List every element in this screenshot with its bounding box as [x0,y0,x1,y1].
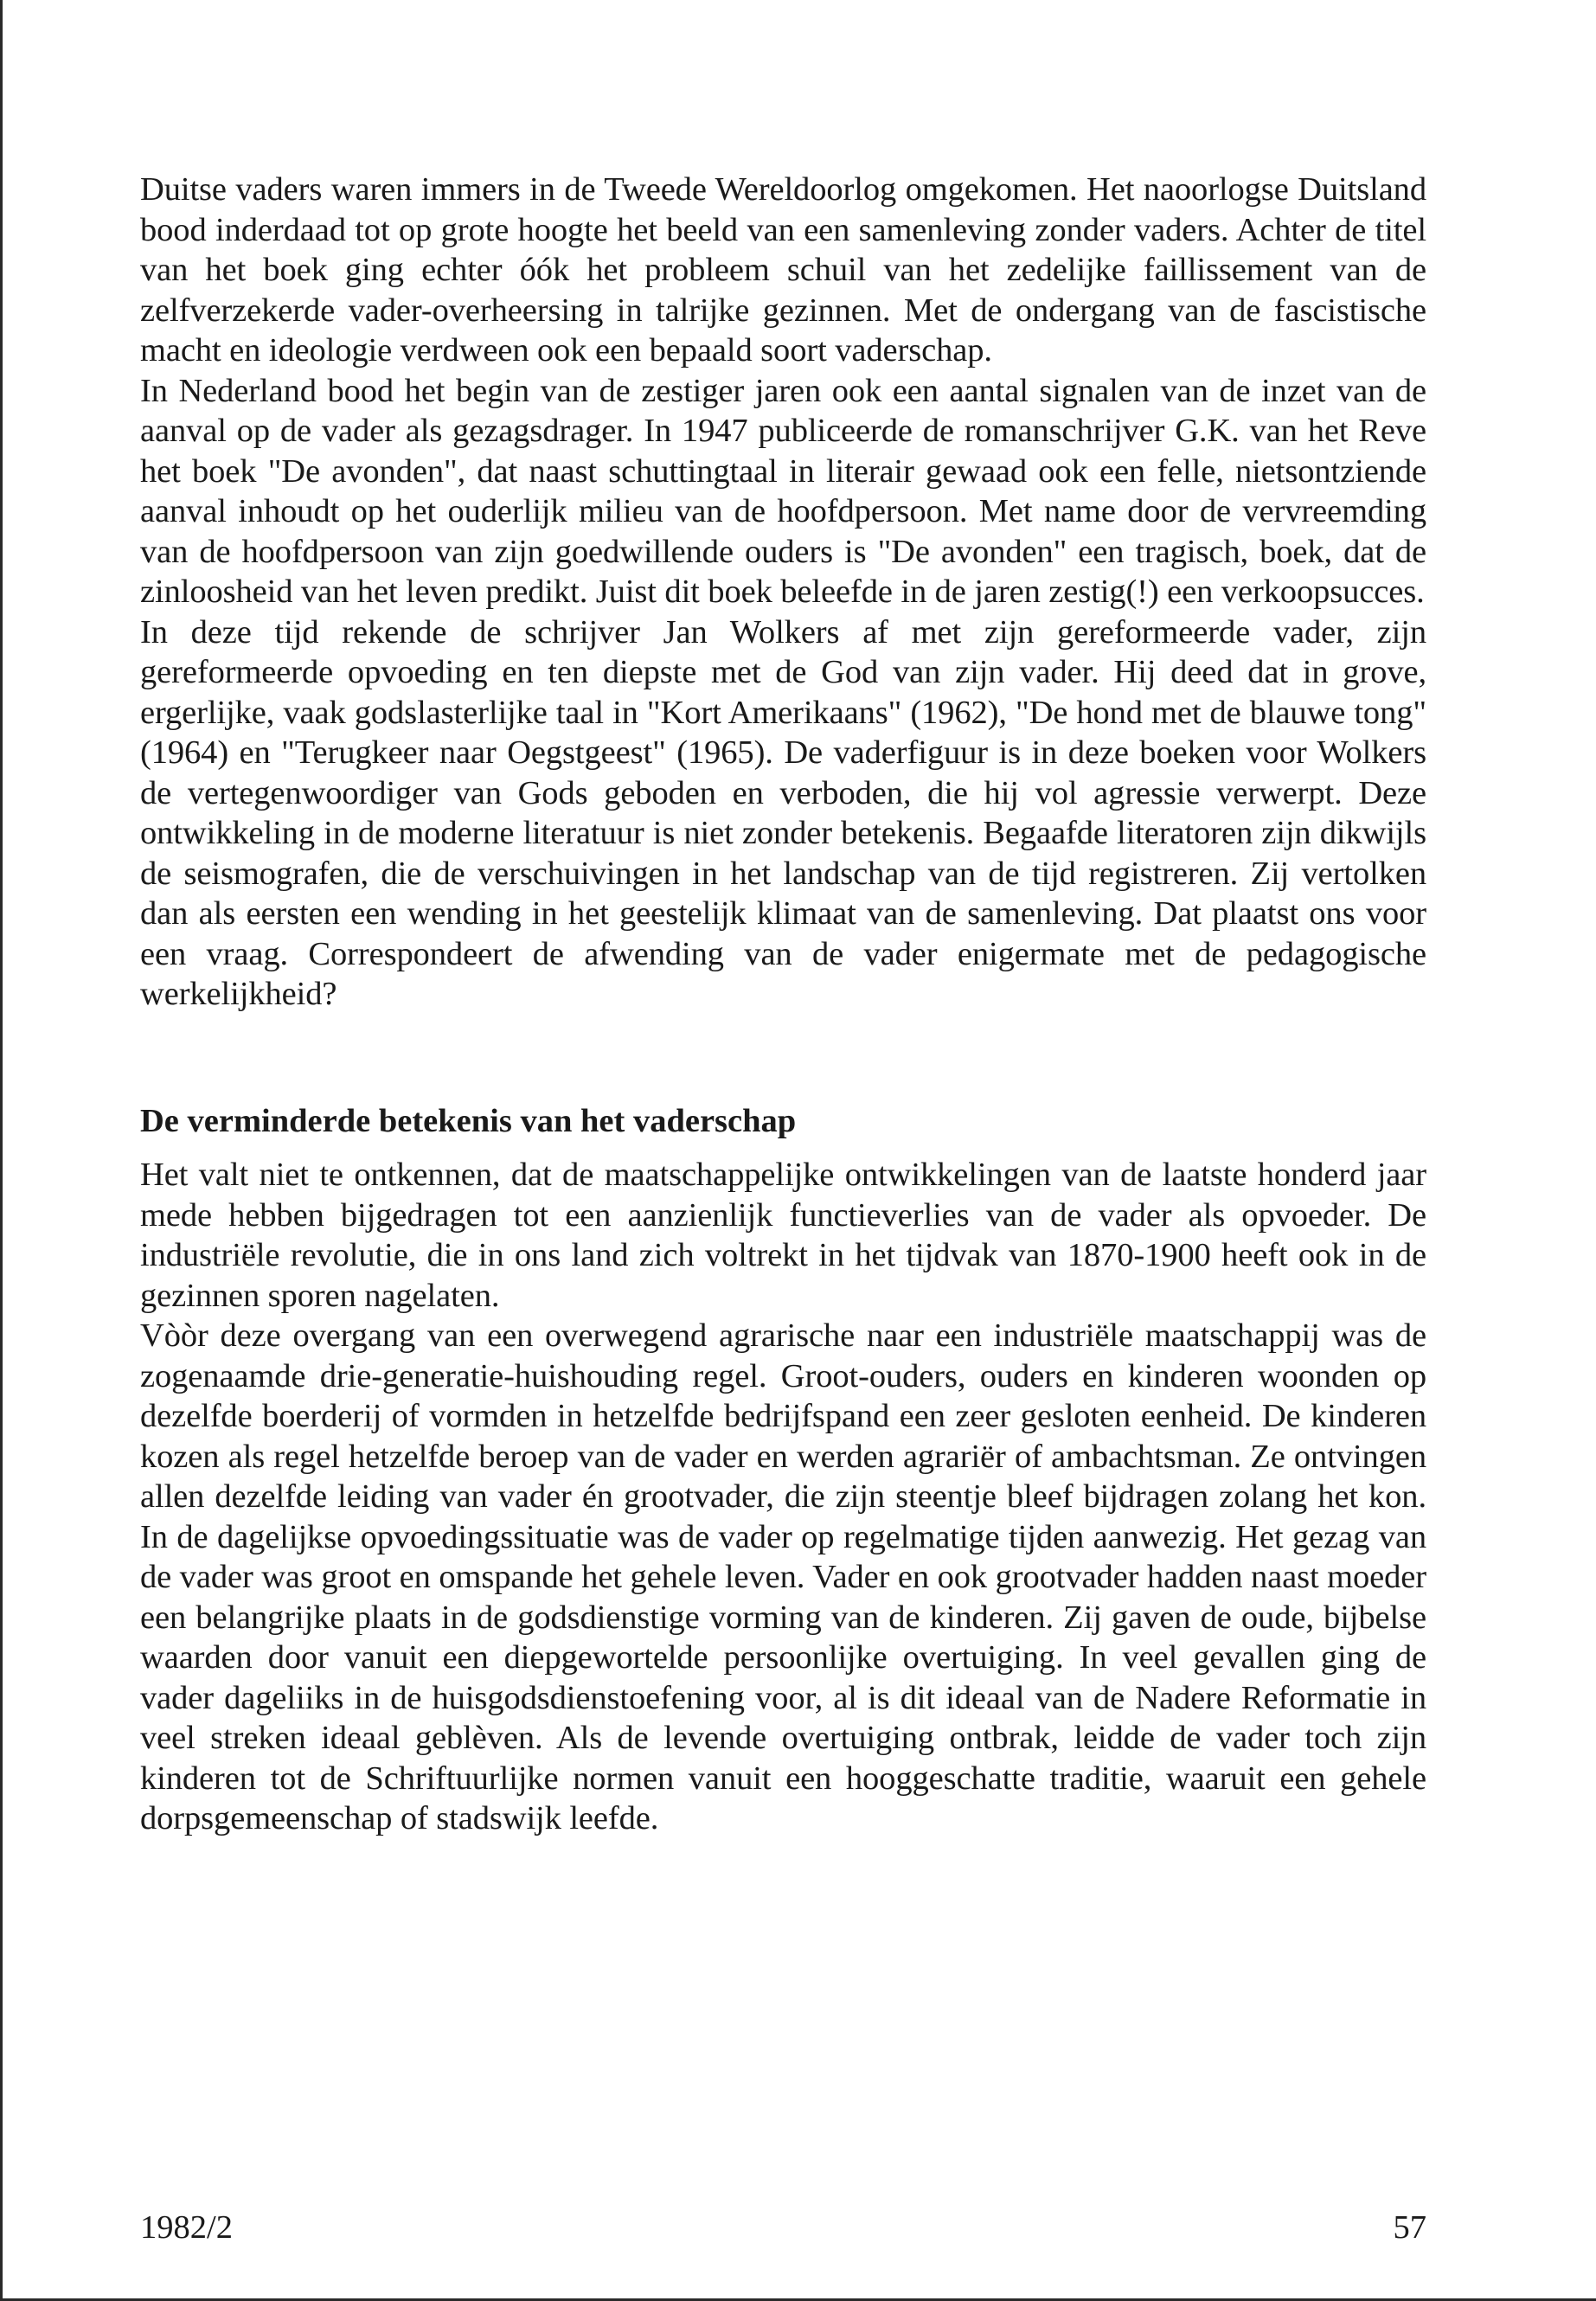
paragraph: In deze tijd rekende de schrijver Jan Wolkers af met zijn gereformeerde vader, zijn gereformeerde opvoeding en ten diepste met de God van zijn vader. Hij deed dat in grove, ergerlijke, vaak godslasterlijke taal in "Kort Amerikaans" (1962), "De hond met de blauwe tong" (1964) en "Terugkeer naar Oegstgeest" (1965). De vaderfiguur is in deze boeken voor Wolkers de vertegenwoordiger van Gods geboden en verboden, die hij vol agressie verwerpt. Deze ontwikkeling in de moderne literatuur is niet zonder betekenis. Begaafde literatoren zijn dikwijls de seismografen, die de verschuivingen in het landschap van de tijd registreren. Zij vertolken dan als eersten een wending in het geestelijk klimaat van de samenleving. Dat plaatst ons voor een vraag. Correspondeert de afwending van de vader enigermate met de pedagogische werkelijkheid? [140,613,1426,1012]
paragraph: In Nederland bood het begin van de zestiger jaren ook een aantal signalen van de inzet van de aanval op de vader als gezagsdrager. In 1947 publiceerde de romanschrijver G.K. van het Reve het boek "De avonden", dat naast schuttingtaal in literair gewaad ook een felle, nietsontziende aanval inhoudt op het ouderlijk milieu van de hoofdpersoon. Met name door de vervreemding van de hoofdpersoon van zijn goedwillende ouders is "De avonden" een tragisch, boek, dat de zinloosheid van het leven predikt. Juist dit boek beleefde in de jaren zestig(!) een verkoopsucces. [140,372,1426,610]
paragraph: Vòòr deze overgang van een overwegend agrarische naar een industriële maatschappij was de zogenaamde drie-generatie-huishouding regel. Groot-ouders, ouders en kinderen woonden op dezelfde boerderij of vormden in hetzelfde bedrijfspand een zeer gesloten eenheid. De kinderen kozen als regel hetzelfde beroep van de vader en werden agrariër of ambachtsman. Ze ontvingen allen dezelfde leiding van vader én grootvader, die zijn steentje bleef bijdragen zolang het kon. In de dagelijkse opvoedingssituatie was de vader op regelmatige tijden aanwezig. Het gezag van de vader was groot en omspande het gehele leven. Vader en ook grootvader hadden naast moeder een belangrijke plaats in de godsdienstige vorming van de kinderen. Zij gaven de oude, bijbelse waarden door vanuit een diepgewortelde persoonlijke overtuiging. In veel gevallen ging de vader dageliiks in de huisgodsdienstoefening voor, al is dit ideaal van de Nadere Reformatie in veel streken ideaal geblèven. Als de levende overtuiging ontbrak, leidde de vader toch zijn kinderen tot de Schriftuurlijke normen vanuit een hooggeschatte traditie, waaruit een gehele dorpsgemeenschap of stadswijk leefde. [140,1317,1426,1836]
paragraph: Duitse vaders waren immers in de Tweede Wereldoorlog omgekomen. Het naoorlogse Duitsland bood inderdaad tot op grote hoogte het beeld van een samenleving zonder vaders. Achter de titel van het boek ging echter óók het probleem schuil van het zedelijke faillissement van de zelfverzekerde vader-overheersing in talrijke gezinnen. Met de ondergang van de fascistische macht en ideologie verdween ook een bepaald soort vaderschap. [140,171,1426,369]
page-footer [140,2208,1426,2247]
paragraph: Het valt niet te ontkennen, dat de maatschappelijke ontwikkelingen van de laatste honderd jaar mede hebben bijgedragen tot een aanzienlijk functieverlies van de vader als opvoeder. De industriële revolutie, die in ons land zich voltrekt in het tijdvak van 1870-1900 heeft ook in de gezinnen sporen nagelaten. [140,1157,1426,1314]
issue-number: 1982/2 [140,2209,233,2246]
page-number: 57 [1393,2209,1426,2246]
section-heading: De verminderde betekenis van het vaderschap [140,1102,797,1139]
page-body [140,170,1426,1839]
